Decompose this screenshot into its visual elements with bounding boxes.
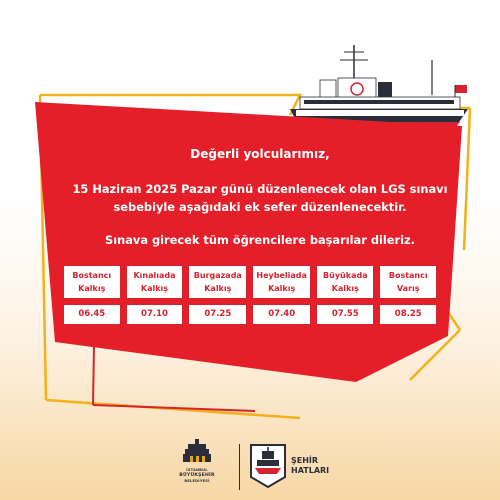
announcement-line-1: 15 Haziran 2025 Pazar günü düzenlenecek olan LGS sınavı: [72, 182, 448, 196]
time-cell: 07.10: [126, 304, 184, 325]
sehir-hatlari-line-2: HATLARI: [291, 466, 330, 475]
header-kinaliada-departure: Kınalıada Kalkış: [126, 265, 184, 299]
good-luck-message: Sınava girecek tüm öğrencilere başarılar dileriz.: [105, 233, 415, 247]
header-buyukada-departure: Büyükada Kalkış: [316, 265, 374, 299]
ibb-logo: [170, 438, 224, 484]
time-cell: 07.40: [252, 304, 311, 325]
header-bostanci-arrival: Bostancı Varış: [379, 265, 437, 299]
header-bostanci-departure: Bostancı Kalkış: [63, 265, 121, 299]
time-cell: 07.25: [188, 304, 247, 325]
header-burgazada-departure: Burgazada Kalkış: [188, 265, 247, 299]
sehir-hatlari-ship-icon: [249, 441, 287, 489]
sehir-hatlari-logo: [291, 456, 329, 476]
announcement-line-2: sebebiyle aşağıdaki ek sefer düzenlenecektir.: [113, 200, 407, 214]
logo-divider: [239, 444, 240, 490]
time-cell: 06.45: [63, 304, 121, 325]
time-cell: 08.25: [379, 304, 437, 325]
schedule-time-row: [63, 304, 437, 325]
ibb-logo-city: İSTANBUL: [186, 468, 208, 472]
header-heybeliada-departure: Heybeliada Kalkış: [252, 265, 311, 299]
time-cell: 07.55: [316, 304, 374, 325]
ibb-emblem-icon: [182, 438, 212, 464]
sehir-hatlari-line-1: ŞEHİR: [291, 456, 319, 465]
schedule-header-row: [63, 265, 437, 299]
ibb-logo-name: BÜYÜKŞEHİR: [179, 473, 215, 478]
ibb-logo-municipality: BELEDİYESİ: [184, 479, 210, 483]
announcement-paragraph: [70, 180, 450, 216]
ferry-schedule-table: [58, 260, 442, 330]
greeting: Değerli yolcularımız,: [190, 147, 330, 161]
